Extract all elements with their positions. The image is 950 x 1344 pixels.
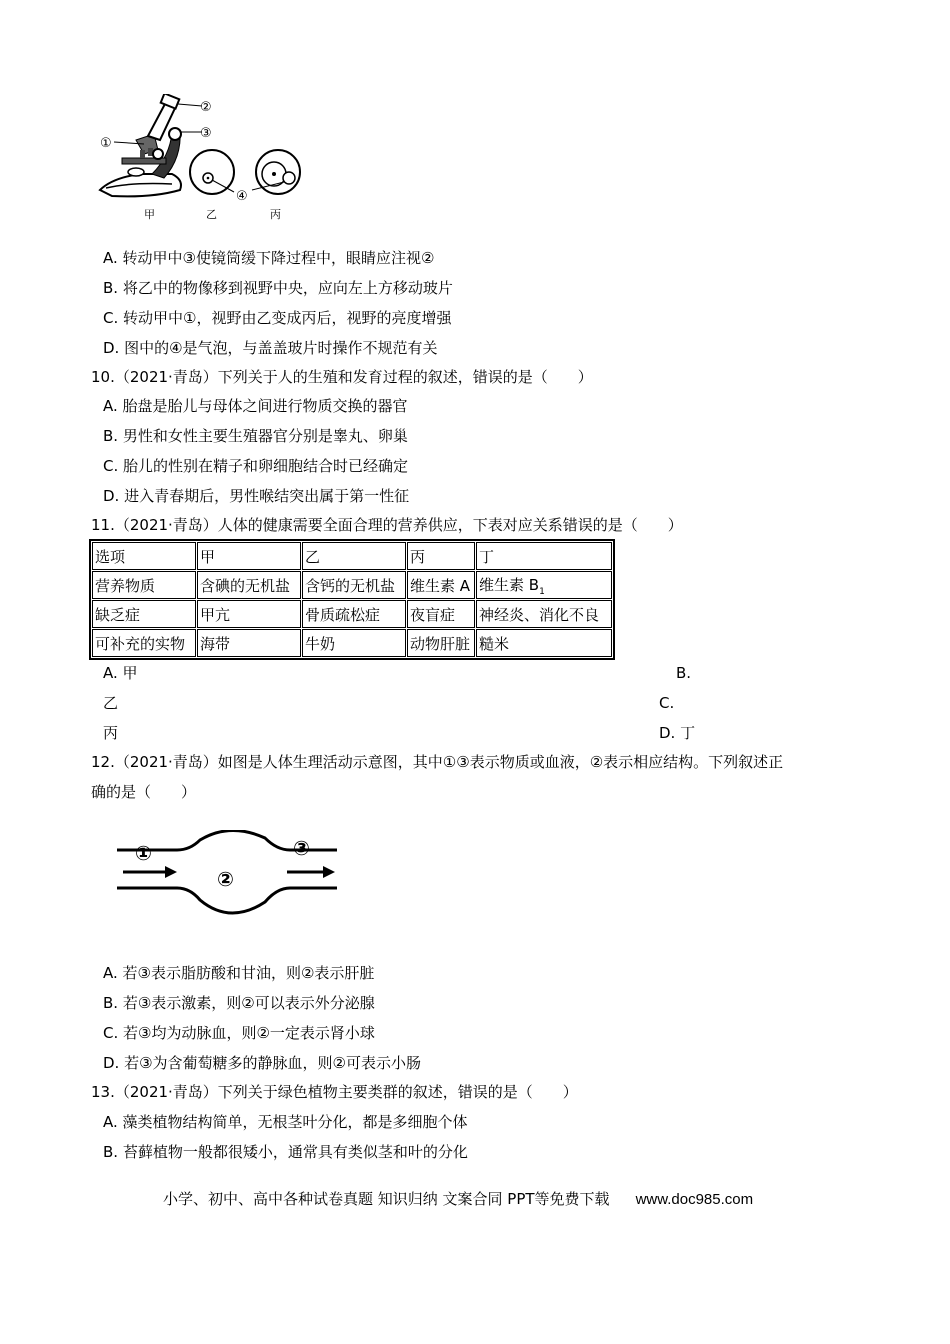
panel-label-yi: 乙 [206,208,217,221]
table-cell: 甲亢 [197,600,301,628]
marker-1: ① [100,136,112,151]
q11-option-a: A. 甲 [103,664,138,682]
q9-option-a: A. 转动甲中③使镜筒缓下降过程中，眼睛应注视② [103,249,435,267]
table-cell: 骨质疏松症 [302,600,406,628]
q11-option-c-text: 丙 [103,724,119,742]
marker-2: ② [200,100,212,115]
q13-option-b: B. 苔藓植物一般都很矮小，通常具有类似茎和叶的分化 [103,1143,468,1161]
table-row [92,600,612,628]
table-cell: 维生素 A [407,571,475,599]
table-cell: 神经炎、消化不良 [476,600,612,628]
q11-option-c-label: C. [659,694,675,712]
q11-option-b-text: 乙 [103,694,119,712]
q13-stem: 13.（2021·青岛）下列关于绿色植物主要类群的叙述，错误的是（ ） [91,1083,578,1101]
table-cell: 乙 [302,542,406,570]
organ-flow-diagram [115,830,345,930]
table-cell: 营养物质 [92,571,196,599]
footer-url-link[interactable]: www.doc985.com [635,1191,754,1208]
table-row [92,629,612,657]
table-cell: 海带 [197,629,301,657]
q9-option-b: B. 将乙中的物像移到视野中央，应向左上方移动玻片 [103,279,453,297]
q10-option-c: C. 胎儿的性别在精子和卵细胞结合时已经确定 [103,457,409,475]
panel-label-jia: 甲 [144,208,155,221]
label-1: ① [135,841,152,865]
table-cell: 甲 [197,542,301,570]
label-2: ② [217,867,234,891]
nutrition-table [89,539,615,660]
q12-option-d: D. 若③为含葡萄糖多的静脉血，则②可表示小肠 [103,1054,421,1072]
table-cell: 夜盲症 [407,600,475,628]
marker-4: ④ [236,189,248,204]
microscope-figure [92,94,312,224]
page-footer [163,1188,753,1211]
q12-option-b: B. 若③表示激素，则②可以表示外分泌腺 [103,994,375,1012]
table-cell-vitamin-b1: 维生素 $B_1$ [476,571,612,599]
table-cell: 缺乏症 [92,600,196,628]
table-cell: 牛奶 [302,629,406,657]
q10-stem: 10.（2021·青岛）下列关于人的生殖和发育过程的叙述，错误的是（ ） [91,368,593,386]
q12-stem-line1: 12.（2021·青岛）如图是人体生理活动示意图，其中①③表示物质或血液，②表示相应结构。下列叙述正 [91,753,784,771]
q13-option-a: A. 藻类植物结构简单，无根茎叶分化，都是多细胞个体 [103,1113,468,1131]
table-cell: 丙 [407,542,475,570]
marker-3: ③ [200,126,212,141]
q11-option-b-label: B. [676,664,692,682]
table-cell: 选项 [92,542,196,570]
q11-option-d: D. 丁 [659,724,696,742]
q10-option-d: D. 进入青春期后，男性喉结突出属于第一性征 [103,487,410,505]
q9-option-d: D. 图中的④是气泡，与盖盖玻片时操作不规范有关 [103,339,438,357]
q10-option-a: A. 胎盘是胎儿与母体之间进行物质交换的器官 [103,397,408,415]
label-3: ③ [293,836,310,860]
table-cell: 糙米 [476,629,612,657]
panel-label-bing: 丙 [270,208,281,221]
q11-stem: 11.（2021·青岛）人体的健康需要全面合理的营养供应，下表对应关系错误的是（ ） [91,516,683,534]
q12-stem-line2: 确的是（ ） [91,783,197,801]
q10-option-b: B. 男性和女性主要生殖器官分别是睾丸、卵巢 [103,427,408,445]
q12-option-a: A. 若③表示脂肪酸和甘油，则②表示肝脏 [103,964,375,982]
q9-option-c: C. 转动甲中①，视野由乙变成丙后，视野的亮度增强 [103,309,452,327]
footer-text: 小学、初中、高中各种试卷真题 知识归纳 文案合同 PPT等免费下载 [163,1190,610,1208]
table-row [92,542,612,570]
q12-option-c: C. 若③均为动脉血，则②一定表示肾小球 [103,1024,375,1042]
table-cell: 丁 [476,542,612,570]
table-cell: 可补充的实物 [92,629,196,657]
table-cell: 含钙的无机盐 [302,571,406,599]
table-row [92,571,612,599]
table-cell: 含碘的无机盐 [197,571,301,599]
table-cell: 动物肝脏 [407,629,475,657]
